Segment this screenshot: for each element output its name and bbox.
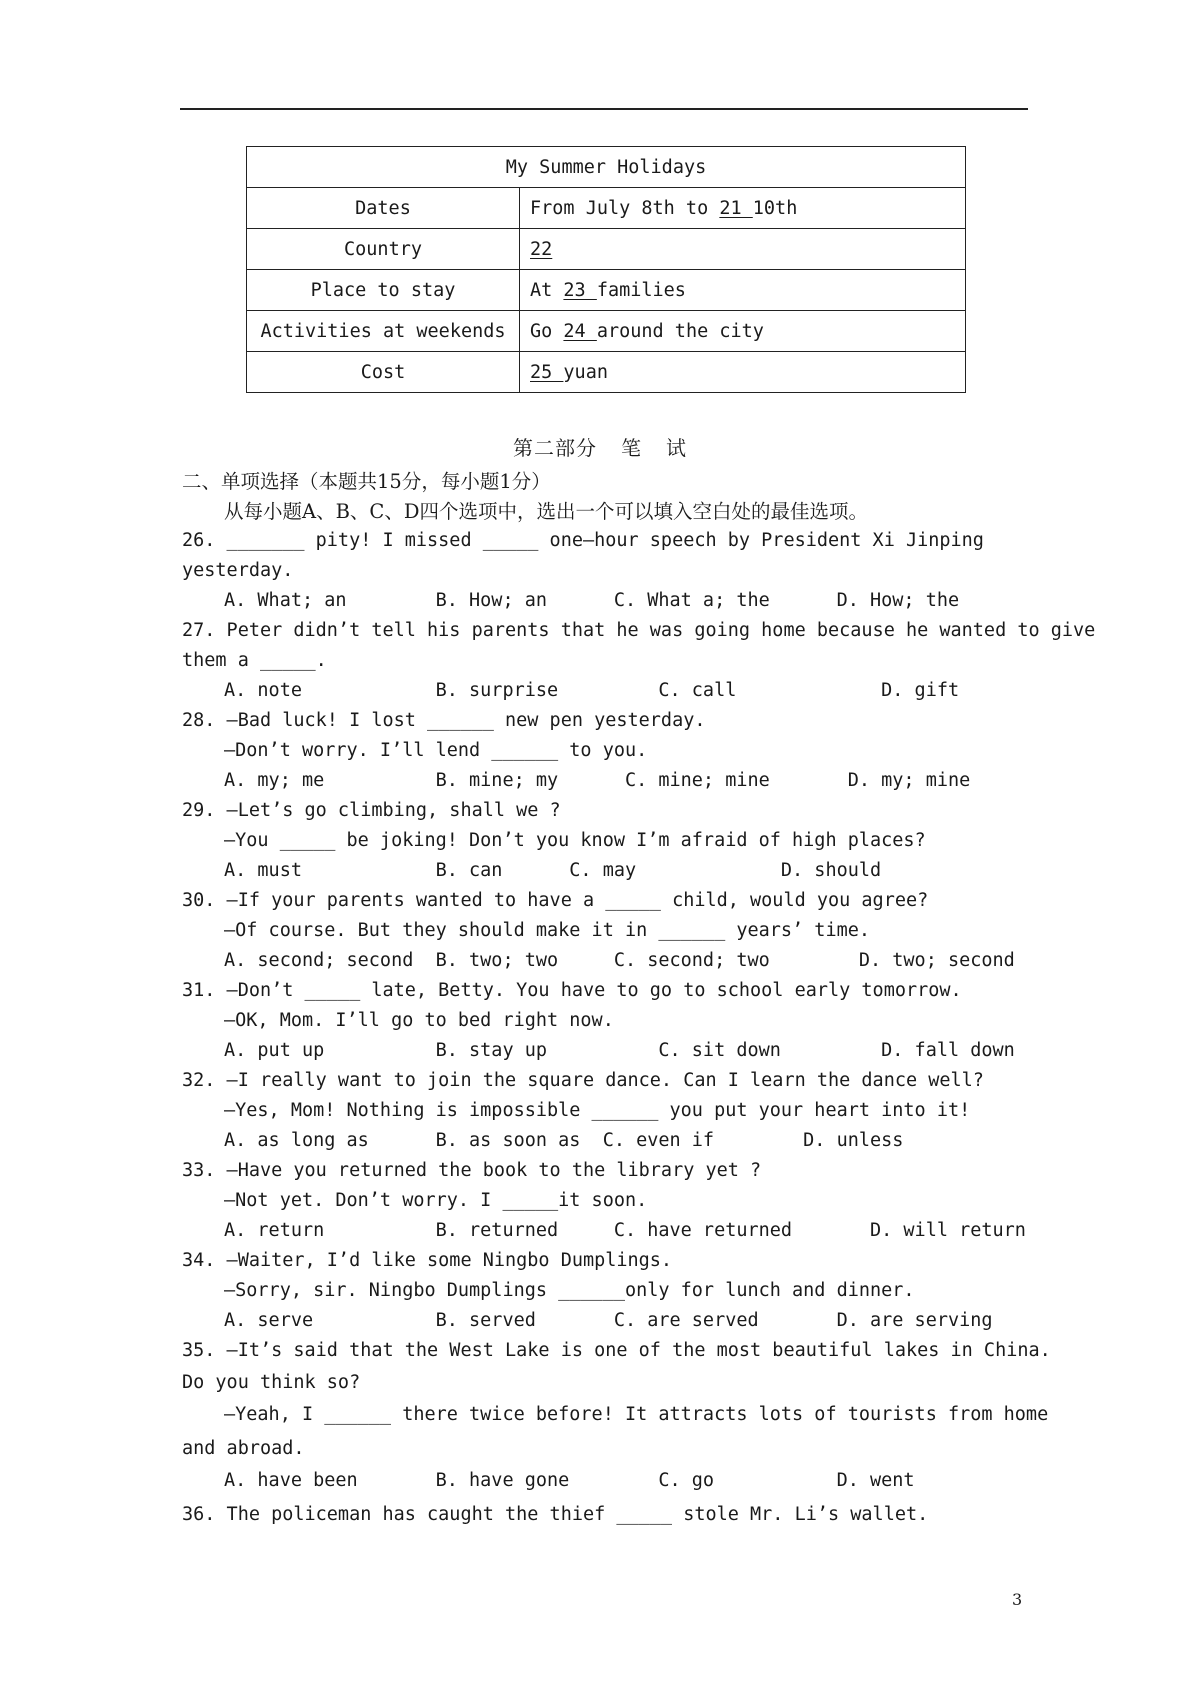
table-title: My Summer Holidays: [247, 147, 966, 188]
table-row: [247, 311, 966, 352]
text-line: A. as long as B. as soon as C. even if D. unless: [224, 1130, 904, 1151]
text-line: A. return B. returned C. have returned D. will return: [224, 1220, 1026, 1241]
table-title-row: [247, 147, 966, 188]
text-line: —Not yet. Don’t worry. I _____it soon.: [224, 1190, 648, 1211]
text-line: —Sorry, sir. Ningbo Dumplings ______only for lunch and dinner.: [224, 1280, 915, 1301]
text-line: Do you think so?: [182, 1372, 361, 1393]
text-line: A. note B. surprise C. call D. gift: [224, 680, 960, 701]
part-heading: 二、单项选择（本题共15分，每小题1分）: [182, 470, 551, 493]
text-line: 35. —It’s said that the West Lake is one of the most beautiful lakes in China.: [182, 1340, 1051, 1361]
row-value: 25 yuan: [520, 352, 966, 393]
text-line: A. What; an B. How; an C. What a; the D. How; the: [224, 590, 960, 611]
text-line: A. second; second B. two; two C. second; two D. two; second: [224, 950, 1015, 971]
text-line: 27. Peter didn’t tell his parents that he was going home because he wanted to give: [182, 620, 1096, 641]
text-line: 26. _______ pity! I missed _____ one—hour speech by President Xi Jinping: [182, 530, 984, 551]
text-line: 34. —Waiter, I’d like some Ningbo Dumplings.: [182, 1250, 673, 1271]
text-line: 33. —Have you returned the book to the library yet ?: [182, 1160, 762, 1181]
row-value: [520, 229, 966, 270]
text-line: yesterday.: [182, 560, 294, 581]
text-line: A. put up B. stay up C. sit down D. fall down: [224, 1040, 1015, 1061]
text-line: —OK, Mom. I’ll go to bed right now.: [224, 1010, 614, 1031]
text-line: 30. —If your parents wanted to have a _____ child, would you agree?: [182, 890, 929, 911]
blank-22: 22: [530, 238, 553, 260]
blank-24: 24: [563, 320, 597, 342]
page-number: 3: [1012, 1590, 1023, 1609]
text-line: —You _____ be joking! Don’t you know I’m afraid of high places?: [224, 830, 926, 851]
blank-25: 25: [530, 361, 564, 383]
table-row: [247, 352, 966, 393]
header-rule: [180, 108, 1028, 110]
row-value: At 23 families: [520, 270, 966, 311]
text-line: —Of course. But they should make it in ______ years’ time.: [224, 920, 871, 941]
text-line: 36. The policeman has caught the thief _____ stole Mr. Li’s wallet.: [182, 1504, 929, 1525]
row-label: Activities at weekends: [247, 311, 520, 352]
table-row: [247, 229, 966, 270]
text-line: —Don’t worry. I’ll lend ______ to you.: [224, 740, 648, 761]
text-line: 32. —I really want to join the square dance. Can I learn the dance well?: [182, 1070, 984, 1091]
table-row: [247, 188, 966, 229]
row-label: Dates: [247, 188, 520, 229]
blank-21: 21: [719, 197, 753, 219]
row-value: Go 24 around the city: [520, 311, 966, 352]
blank-23: 23: [563, 279, 597, 301]
text-line: —Yes, Mom! Nothing is impossible ______ you put your heart into it!: [224, 1100, 971, 1121]
instruction: 从每小题A、B、C、D四个选项中，选出一个可以填入空白处的最佳选项。: [224, 500, 868, 523]
row-label: Country: [247, 229, 520, 270]
text-line: A. my; me B. mine; my C. mine; mine D. my; mine: [224, 770, 971, 791]
text-line: 28. —Bad luck! I lost ______ new pen yesterday.: [182, 710, 706, 731]
section-heading: 第二部分 笔 试: [513, 436, 687, 460]
text-line: A. serve B. served C. are served D. are serving: [224, 1310, 993, 1331]
text-line: and abroad.: [182, 1438, 305, 1459]
row-label: Cost: [247, 352, 520, 393]
text-line: them a _____.: [182, 650, 327, 671]
text-line: A. have been B. have gone C. go D. went: [224, 1470, 915, 1491]
text-line: 29. —Let’s go climbing, shall we ?: [182, 800, 561, 821]
text-line: —Yeah, I ______ there twice before! It attracts lots of tourists from home: [224, 1404, 1049, 1425]
text-line: 31. —Don’t _____ late, Betty. You have to go to school early tomorrow.: [182, 980, 962, 1001]
text-line: A. must B. can C. may D. should: [224, 860, 882, 881]
row-label: Place to stay: [247, 270, 520, 311]
summer-holidays-table: [246, 146, 966, 393]
row-value: From July 8th to 21 10th: [520, 188, 966, 229]
table-row: [247, 270, 966, 311]
